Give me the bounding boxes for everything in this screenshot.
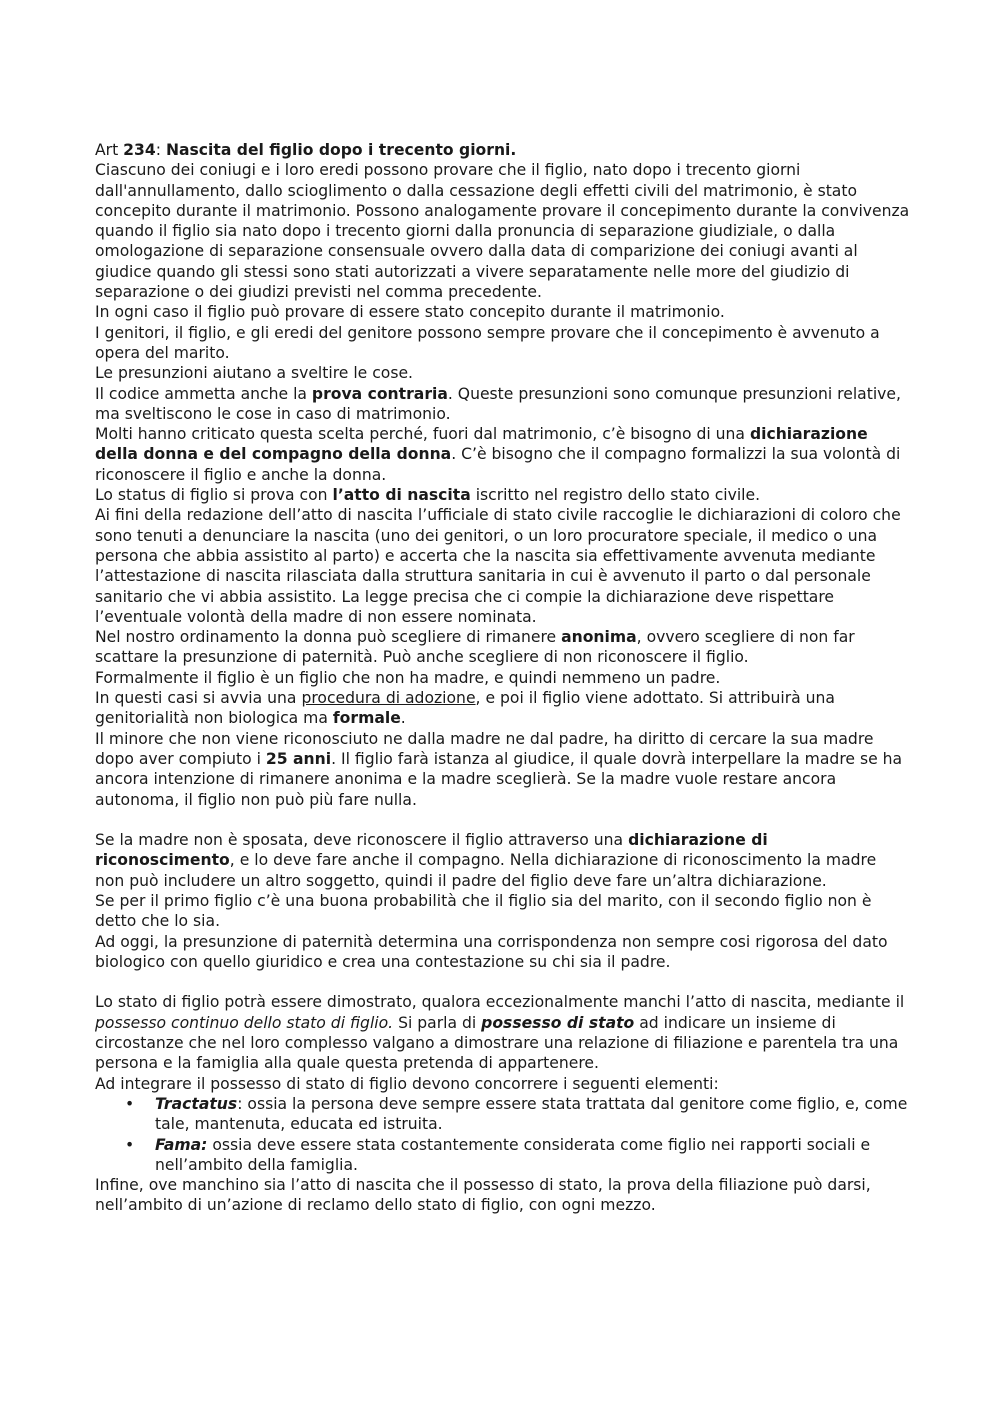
list-item-text: ossia deve essere stata costantemente considerata come figlio nei rapporti sociali e nell’ambito della famiglia. (155, 1135, 871, 1174)
paragraph-13-text: Se la madre non è sposata, deve riconoscere il figlio attraverso una (95, 831, 629, 850)
list-item-term: Tractatus (155, 1094, 238, 1113)
paragraph-16-text-end: ad indicare un insieme di circostanze che nel loro complesso valgano a dimostrare una relazione di filiazione e parentela tra una persona e la famiglia alla quale questa pretenda di appartenere. (95, 1013, 899, 1073)
paragraph-7 (95, 485, 910, 505)
paragraph-9-bold: anonima (561, 628, 637, 647)
list-item-term: Fama: (155, 1135, 208, 1154)
paragraph-13-text-end: , e lo deve fare anche il compagno. Nella dichiarazione di riconoscimento la madre non può includere un altro soggetto, quindi il padre del figlio deve fare un’altra dichiarazione. (95, 851, 877, 890)
heading-colon: : (155, 141, 166, 159)
document-page (95, 140, 910, 1216)
paragraph-12-text: Il minore che non viene riconosciuto ne dalla madre ne dal padre, ha diritto di cercare la sua madre dopo aver compiuto i (95, 729, 874, 768)
paragraph-17: Ad integrare il possesso di stato di figlio devono concorrere i seguenti elementi: (95, 1074, 719, 1093)
paragraph-16-text: Lo stato di figlio potrà essere dimostrato, qualora eccezionalmente manchi l’atto di nascita, mediante il (95, 993, 905, 1012)
paragraph-2: In ogni caso il figlio può provare di essere stato concepito durante il matrimonio. (95, 303, 725, 322)
bullet-list (95, 1094, 910, 1175)
paragraph-12-text-end: . Il figlio farà istanza al giudice, il quale dovrà interpellare la madre se ha ancora intenzione di rimanere anonima e la madre sceglierà. Se la madre vuole restare ancora autonoma, il figlio non può più fare nulla. (95, 749, 903, 809)
paragraph-5-text: Il codice ammetta anche la (95, 384, 312, 403)
paragraph-12 (95, 729, 910, 810)
paragraph-14: Se per il primo figlio c’è una buona probabilità che il figlio sia del marito, con il secondo figlio non è detto che lo sia. (95, 891, 872, 931)
list-item (125, 1094, 910, 1135)
paragraph-9 (95, 627, 910, 668)
paragraph-13-bold: dichiarazione di riconoscimento (95, 831, 768, 870)
bullet-icon: • (125, 1094, 135, 1113)
paragraph-5-text-end: . Queste presunzioni sono comunque presunzioni relative, ma sveltiscono le cose in caso di matrimonio. (95, 384, 901, 423)
blank-line (95, 810, 910, 830)
paragraph-11-bold: formale (332, 709, 401, 728)
paragraph-5-bold: prova contraria (311, 384, 448, 403)
paragraph-7-text: Lo status di figlio si prova con (95, 486, 333, 505)
paragraph-11-underlined: procedura di adozione (301, 689, 476, 708)
paragraph-1: Ciascuno dei coniugi e i loro eredi possono provare che il figlio, nato dopo i trecento giorni dall'annullamento, dallo scioglimento o dalla cessazione degli effetti civili del matrimonio, è stato concepito durante il matrimonio. Possono analogamente provare il concepimento durante la convivenza quando il figlio sia nato dopo i trecento giorni dalla pronuncia di separazione giudiziale, o dalla omologazione di separazione consensuale ovvero dalla data di comparizione dei coniugi avanti al giudice quando gli stessi sono stati autorizzati a vivere separatamente nelle more del giudizio di separazione o dei giudizi previsti nel comma precedente. (95, 161, 910, 302)
paragraph-16 (95, 992, 910, 1073)
paragraph-12-bold: 25 anni (265, 749, 332, 768)
paragraph-13 (95, 830, 910, 891)
paragraph-7-text-end: iscritto nel registro dello stato civile. (470, 486, 761, 505)
paragraph-18: Infine, ove manchino sia l’atto di nascita che il possesso di stato, la prova della filiazione può darsi, nell’ambito di un’azione di reclamo dello stato di figlio, con ogni mezzo. (95, 1176, 871, 1215)
paragraph-11-text-mid: , e poi il figlio viene adottato. Si attribuirà una genitorialità non biologica ma (95, 689, 835, 728)
paragraph-6-text-end: . C’è bisogno che il compagno formalizzi la sua volontà di riconoscere il figlio e anche la donna. (95, 445, 901, 484)
article-title: Nascita del figlio dopo i trecento giorni. (165, 141, 517, 159)
heading-prefix: Art (95, 141, 124, 159)
paragraph-6 (95, 424, 910, 485)
paragraph-15: Ad oggi, la presunzione di paternità determina una corrispondenza non sempre cosi rigorosa del dato biologico con quello giuridico e crea una contestazione su chi sia il padre. (95, 932, 888, 971)
paragraph-7-bold: l’atto di nascita (332, 486, 471, 505)
paragraph-4: Le presunzioni aiutano a sveltire le cose. (95, 364, 413, 383)
list-item (125, 1135, 910, 1176)
paragraph-9-text: Nel nostro ordinamento la donna può scegliere di rimanere (95, 628, 562, 647)
paragraph-16-text-mid: Si parla di (393, 1013, 482, 1032)
article-heading (95, 140, 910, 160)
paragraph-10: Formalmente il figlio è un figlio che non ha madre, e quindi nemmeno un padre. (95, 668, 721, 687)
article-number: 234 (123, 141, 156, 159)
paragraph-11-text: In questi casi si avvia una (95, 689, 302, 708)
paragraph-5 (95, 384, 910, 425)
paragraph-16-italic: possesso continuo dello stato di figlio. (95, 1013, 394, 1032)
paragraph-6-text: Molti hanno criticato questa scelta perché, fuori dal matrimonio, c’è bisogno di una (95, 425, 750, 444)
paragraph-9-text-end: , ovvero scegliere di non far scattare la presunzione di paternità. Può anche scegliere di non riconoscere il figlio. (95, 628, 855, 667)
paragraph-11 (95, 688, 910, 729)
list-item-text: : ossia la persona deve sempre essere stata trattata dal genitore come figlio, e, come tale, mantenuta, educata ed istruita. (155, 1094, 908, 1134)
paragraph-3: I genitori, il figlio, e gli eredi del genitore possono sempre provare che il concepimento è avvenuto a opera del marito. (95, 323, 880, 362)
paragraph-16-bold-italic: possesso di stato (481, 1013, 635, 1032)
blank-line (95, 972, 910, 992)
bullet-icon: • (125, 1135, 135, 1154)
paragraph-8: Ai fini della redazione dell’atto di nascita l’ufficiale di stato civile raccoglie le dichiarazioni di coloro che sono tenuti a denunciare la nascita (uno dei genitori, o un loro procuratore speciale, il medico o una persona che abbia assistito al parto) e accerta che la nascita sia effettivamente avvenuta mediante l’attestazione di nascita rilasciata dalla struttura sanitaria in cui è avvenuto il parto o dal personale sanitario che vi abbia assistito. La legge precisa che ci compie la dichiarazione deve rispettare l’eventuale volontà della madre di non essere nominata. (95, 506, 901, 626)
paragraph-6-bold: dichiarazione della donna e del compagno della donna (95, 425, 868, 464)
paragraph-11-text-end: . (400, 709, 406, 728)
